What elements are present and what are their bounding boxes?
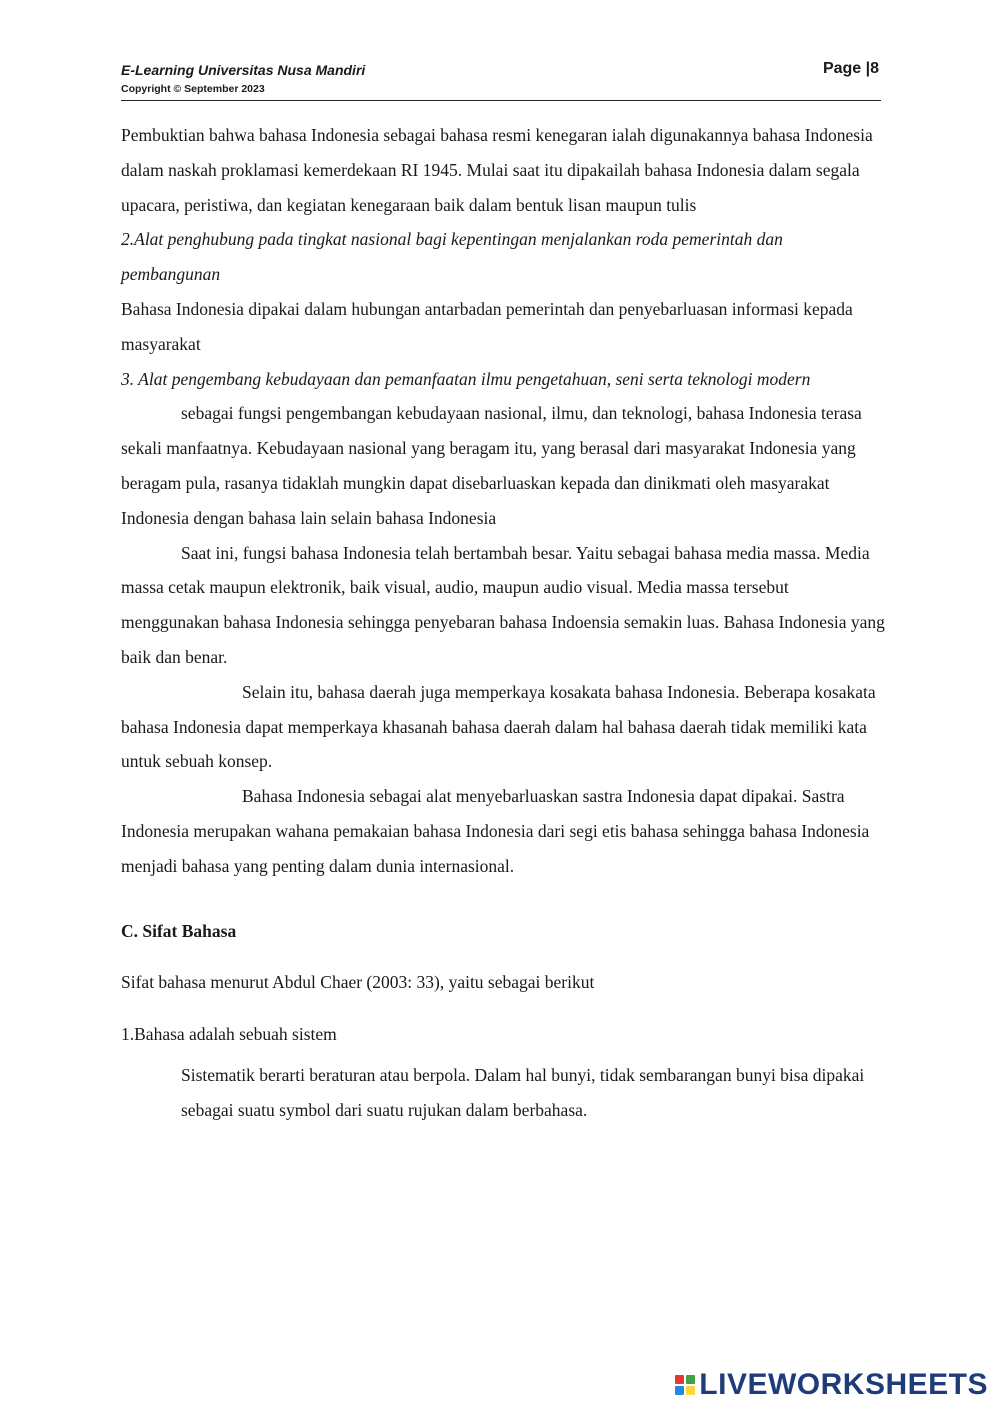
paragraph: Pembuktian bahwa bahasa Indonesia sebagai bahasa resmi kenegaran ialah digunakannya bahasa Indonesia dalam naskah proklamasi kemerdekaan RI 1945. Mulai saat itu dipakailah bahasa Indonesia dalam segala upacara, peristiwa, dan kegiatan kenegaraan baik dalam bentuk lisan maupun tulis — [121, 125, 873, 215]
list-item: 1.Bahasa adalah sebuah sistem — [121, 1024, 337, 1045]
paragraph: sebagai fungsi pengembangan kebudayaan nasional, ilmu, dan teknologi, bahasa Indonesia terasa sekali manfaatnya. Kebudayaan nasional yang beragam itu, yang berasal dari masyarakat Indonesia yang beragam pula, rasanya tidaklah mungkin dapat disebarluaskan kepada dan dinikmati oleh masyarakat Indonesia dengan bahasa lain selain bahasa Indonesia — [121, 403, 862, 528]
paragraph: Saat ini, fungsi bahasa Indonesia telah bertambah besar. Yaitu sebagai bahasa media massa. Media massa cetak maupun elektronik, baik visual, audio, maupun audio visual. Media massa tersebut menggunakan bahasa Indonesia sehingga penyebaran bahasa Indoensia semakin luas. Bahasa Indonesia yang baik dan benar. — [121, 542, 885, 667]
paragraph: Bahasa Indonesia dipakai dalam hubungan antarbadan pemerintah dan penyebarluasan informasi kepada masyarakat — [121, 298, 853, 354]
paragraph: Selain itu, bahasa daerah juga memperkaya kosakata bahasa Indonesia. Beberapa kosakata bahasa Indonesia dapat memperkaya khasanah bahasa daerah dalam hal bahasa daerah tidak memiliki kata untuk sebuah konsep. — [121, 681, 876, 772]
page-number: Page |8 — [822, 60, 879, 77]
section-heading: C. Sifat Bahasa — [121, 920, 237, 941]
subheading: 3. Alat pengembang kebudayaan dan pemanfaatan ilmu pengetahuan, seni serta teknologi modern — [121, 368, 811, 389]
subheading: 2.Alat penghubung pada tingkat nasional bagi kepentingan menjalankan roda pemerintah dan pembangunan — [121, 229, 783, 285]
document-body — [121, 118, 886, 1128]
page-header — [121, 60, 881, 101]
liveworksheets-watermark — [675, 1368, 988, 1402]
paragraph: Bahasa Indonesia sebagai alat menyebarluaskan sastra Indonesia dapat dipakai. Sastra Indonesia merupakan wahana pemakaian bahasa Indonesia dari segi etis bahasa sehingga bahasa Indonesia menjadi bahasa yang penting dalam dunia internasional. — [121, 786, 870, 876]
watermark-text: LIVEWORKSHEETS — [699, 1368, 988, 1401]
paragraph: Sistematik berarti beraturan atau berpola. Dalam hal bunyi, tidak sembarangan bunyi bisa dipakai sebagai suatu symbol dari suatu rujukan dalam berbahasa. — [181, 1064, 865, 1120]
liveworksheets-logo-icon — [675, 1375, 695, 1395]
header-title: E-Learning Universitas Nusa Mandiri — [121, 62, 366, 78]
paragraph: Sifat bahasa menurut Abdul Chaer (2003: 33), yaitu sebagai berikut — [121, 972, 595, 993]
header-copyright: Copyright © September 2023 — [121, 83, 265, 95]
